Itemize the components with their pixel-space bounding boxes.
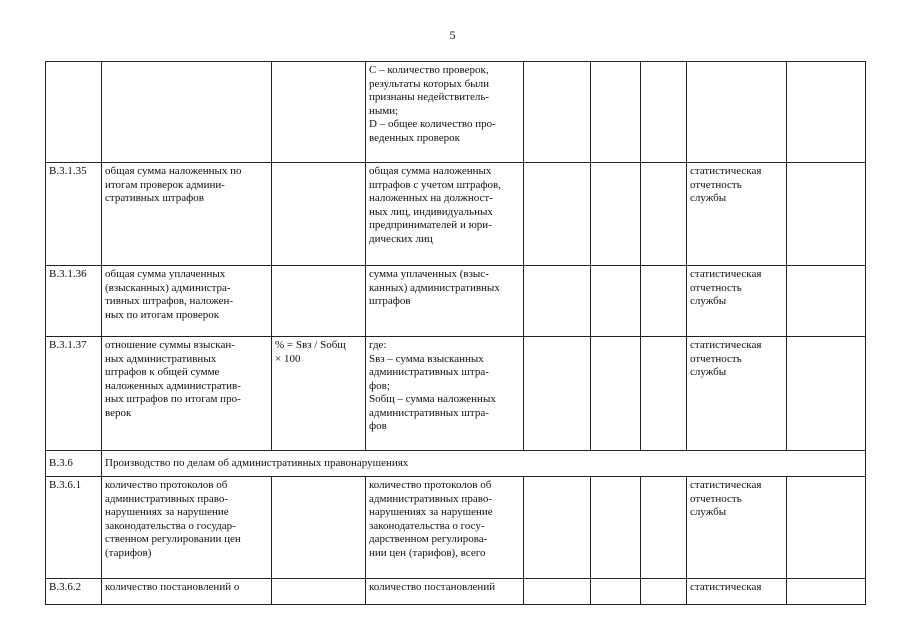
indicator-name-line: количество протоколов об xyxy=(105,479,228,491)
indicator-formula xyxy=(272,266,366,337)
empty-col-6 xyxy=(591,266,641,337)
indicator-source xyxy=(687,266,787,337)
indicator-description-line: законодательства о госу- xyxy=(369,519,485,532)
indicator-source-line: службы xyxy=(690,295,727,307)
empty-col-7 xyxy=(641,62,687,163)
indicator-code: В.3.1.36 xyxy=(46,266,102,337)
indicator-description-line: D – общее количество про- xyxy=(369,118,496,130)
empty-col-9 xyxy=(787,266,866,337)
indicator-formula xyxy=(272,62,366,163)
indicator-name-line: тивных штрафов, наложен- xyxy=(105,295,233,307)
indicator-formula-line: % = Sвз / Sобщ xyxy=(275,339,346,351)
indicator-source-line: службы xyxy=(690,506,727,518)
empty-col-5 xyxy=(524,62,591,163)
indicator-formula-line: × 100 xyxy=(275,352,301,365)
indicator-description-line: административных право- xyxy=(369,492,492,505)
indicator-description-line: признаны недействитель- xyxy=(369,91,490,103)
indicator-description xyxy=(366,579,524,605)
page-number: 5 xyxy=(449,28,456,42)
indicator-description-line: Sобщ – сумма наложенных xyxy=(369,393,496,405)
indicator-description xyxy=(366,266,524,337)
indicator-description-line: количество протоколов об xyxy=(369,479,492,491)
indicator-code: В.3.6.1 xyxy=(46,477,102,579)
indicator-name-line: (взысканных) администра- xyxy=(105,281,231,294)
indicator-name-line: наложенных административ- xyxy=(105,379,241,392)
indicator-description-line: общая сумма наложенных xyxy=(369,165,492,177)
indicator-name xyxy=(102,266,272,337)
indicator-source xyxy=(687,163,787,266)
indicator-source xyxy=(687,579,787,605)
indicator-code: В.3.1.37 xyxy=(46,337,102,451)
indicator-description-line: штрафов с учетом штрафов, xyxy=(369,178,501,191)
indicator-description-line: предпринимателей и юри- xyxy=(369,219,492,231)
empty-col-6 xyxy=(591,163,641,266)
indicator-source-line: отчетность xyxy=(690,492,742,505)
indicator-name-line: административных право- xyxy=(105,492,228,505)
indicator-source-line: статистическая xyxy=(690,581,762,593)
indicator-description-line: количество постановлений xyxy=(369,581,496,593)
indicator-source-line: службы xyxy=(690,366,727,378)
section-row xyxy=(46,451,866,477)
empty-col-7 xyxy=(641,337,687,451)
empty-col-9 xyxy=(787,62,866,163)
empty-col-5 xyxy=(524,477,591,579)
indicator-name-line: итогам проверок админи- xyxy=(105,178,225,191)
empty-col-7 xyxy=(641,579,687,605)
indicator-description-line: дарственном регулирова- xyxy=(369,533,488,545)
indicator-description-line: наложенных на должност- xyxy=(369,192,493,204)
indicator-source xyxy=(687,337,787,451)
indicator-source-line: статистическая xyxy=(690,339,762,351)
empty-col-5 xyxy=(524,266,591,337)
indicator-name-line: ственном регулировании цен xyxy=(105,533,241,545)
indicator-name xyxy=(102,477,272,579)
empty-col-5 xyxy=(524,163,591,266)
indicator-name xyxy=(102,579,272,605)
indicator-code xyxy=(46,62,102,163)
table-row xyxy=(46,337,866,451)
indicator-name xyxy=(102,163,272,266)
table-row xyxy=(46,62,866,163)
indicator-name-line: нарушениях за нарушение xyxy=(105,506,229,518)
indicator-name xyxy=(102,62,272,163)
indicator-source-line: статистическая xyxy=(690,479,762,491)
indicator-description-line: штрафов xyxy=(369,295,411,307)
table-row xyxy=(46,477,866,579)
indicator-description-line: C – количество проверок, xyxy=(369,64,489,76)
indicator-description-line: канных) административных xyxy=(369,281,500,294)
empty-col-6 xyxy=(591,477,641,579)
indicator-description-line: фов; xyxy=(369,379,390,392)
indicator-description-line: ными; xyxy=(369,104,399,117)
indicator-description-line: результаты которых были xyxy=(369,77,490,90)
indicator-description-line: веденных проверок xyxy=(369,131,461,144)
indicator-name-line: верок xyxy=(105,406,132,419)
indicator-name-line: ных штрафов по итогам про- xyxy=(105,393,241,405)
indicator-description-line: фов xyxy=(369,420,387,432)
indicator-description-line: дических лиц xyxy=(369,232,433,245)
empty-col-5 xyxy=(524,579,591,605)
empty-col-9 xyxy=(787,477,866,579)
indicator-name xyxy=(102,337,272,451)
indicator-description-line: административных штра- xyxy=(369,366,489,378)
indicator-source-line: статистическая xyxy=(690,268,762,280)
indicator-description-line: ных лиц, индивидуальных xyxy=(369,205,493,218)
indicator-name-line: общая сумма наложенных по xyxy=(105,165,242,177)
indicator-code: В.3.1.35 xyxy=(46,163,102,266)
empty-col-9 xyxy=(787,337,866,451)
indicator-source xyxy=(687,62,787,163)
indicator-name-line: (тарифов) xyxy=(105,546,152,559)
indicator-name-line: штрафов к общей сумме xyxy=(105,366,220,378)
empty-col-6 xyxy=(591,579,641,605)
indicator-name-line: количество постановлений о xyxy=(105,581,240,593)
indicator-description xyxy=(366,62,524,163)
indicator-description xyxy=(366,477,524,579)
indicator-description-line: нии цен (тарифов), всего xyxy=(369,546,486,559)
empty-col-7 xyxy=(641,163,687,266)
indicator-formula xyxy=(272,163,366,266)
table-row xyxy=(46,579,866,605)
empty-col-9 xyxy=(787,163,866,266)
empty-col-5 xyxy=(524,337,591,451)
indicator-source-line: отчетность xyxy=(690,281,742,294)
indicator-description-line: Sвз – сумма взысканных xyxy=(369,352,484,365)
indicator-description xyxy=(366,163,524,266)
indicator-description-line: нарушениях за нарушение xyxy=(369,506,493,518)
empty-col-6 xyxy=(591,62,641,163)
indicator-source xyxy=(687,477,787,579)
indicator-name-line: ных по итогам проверок xyxy=(105,308,220,321)
indicator-formula xyxy=(272,579,366,605)
indicator-name-line: ных административных xyxy=(105,352,217,365)
section-title: Производство по делам об административных правонарушениях xyxy=(102,451,866,477)
indicator-description xyxy=(366,337,524,451)
indicator-code: В.3.6.2 xyxy=(46,579,102,605)
empty-col-6 xyxy=(591,337,641,451)
empty-col-7 xyxy=(641,266,687,337)
indicator-source-line: статистическая xyxy=(690,165,762,177)
empty-col-7 xyxy=(641,477,687,579)
empty-col-9 xyxy=(787,579,866,605)
table-row xyxy=(46,266,866,337)
indicators-table xyxy=(45,61,866,605)
indicator-name-line: стративных штрафов xyxy=(105,192,204,204)
indicator-description-line: сумма уплаченных (взыс- xyxy=(369,268,489,280)
indicator-source-line: отчетность xyxy=(690,352,742,365)
indicator-description-line: где: xyxy=(369,339,387,351)
indicator-formula xyxy=(272,337,366,451)
indicator-source-line: отчетность xyxy=(690,178,742,191)
indicator-source-line: службы xyxy=(690,192,727,204)
section-code: В.3.6 xyxy=(46,451,102,477)
indicator-name-line: общая сумма уплаченных xyxy=(105,268,226,280)
table-row xyxy=(46,163,866,266)
indicator-name-line: отношение суммы взыскан- xyxy=(105,339,235,351)
indicator-description-line: административных штра- xyxy=(369,406,489,419)
indicator-name-line: законодательства о государ- xyxy=(105,519,236,532)
indicator-formula xyxy=(272,477,366,579)
